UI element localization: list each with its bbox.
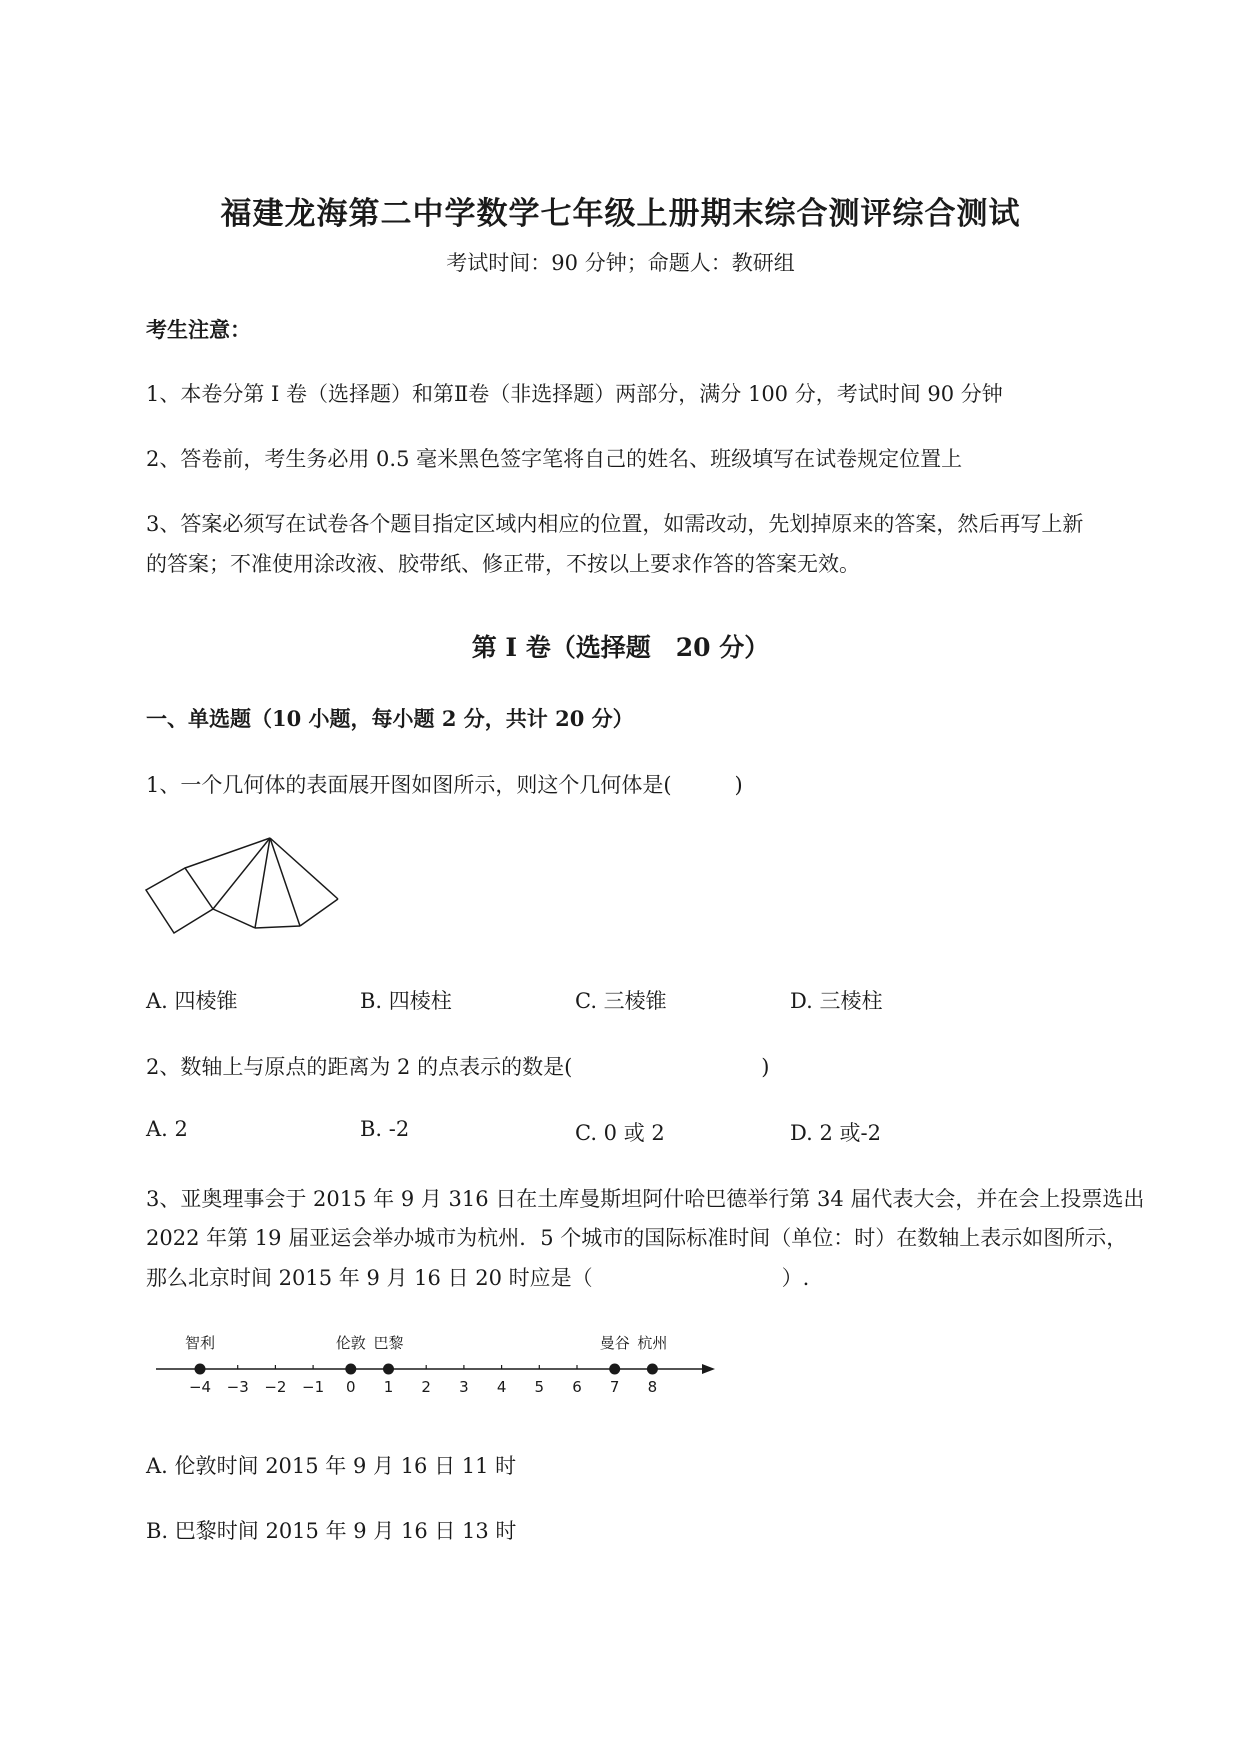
- number-line-tick-label: 2: [421, 1378, 431, 1396]
- number-line: [150, 1330, 720, 1400]
- q2-option-a: A. 2: [146, 1117, 188, 1141]
- number-line-tick-label: −1: [302, 1378, 325, 1396]
- city-point: [609, 1364, 620, 1375]
- number-line-tick-label: −3: [226, 1378, 249, 1396]
- net-diagram: [140, 830, 350, 940]
- net-shape: [146, 838, 338, 933]
- number-line-tick-label: 6: [572, 1378, 582, 1396]
- city-point: [195, 1364, 206, 1375]
- question-2-stem: 2、数轴上与原点的距离为 2 的点表示的数是( ): [146, 1055, 770, 1079]
- q1-option-d: D. 三棱柱: [790, 989, 883, 1013]
- number-line-tick-label: 5: [534, 1378, 545, 1396]
- exam-title: 福建龙海第二中学数学七年级上册期末综合测评综合测试: [220, 196, 1021, 232]
- notice-item: 2、答卷前，考生务必用 0.5 毫米黑色签字笔将自己的姓名、班级填写在试卷规定位置上: [146, 447, 963, 471]
- city-point: [383, 1364, 394, 1375]
- city-label: 曼谷: [599, 1334, 630, 1352]
- city-label: 杭州: [637, 1334, 668, 1352]
- q2-option-d: D. 2 或-2: [790, 1121, 881, 1145]
- number-line-tick-label: −2: [264, 1378, 287, 1396]
- q3-option-b: B. 巴黎时间 2015 年 9 月 16 日 13 时: [146, 1519, 517, 1543]
- number-line-arrow-icon: [702, 1364, 715, 1374]
- question-1-stem: 1、一个几何体的表面展开图如图所示，则这个几何体是( ): [146, 773, 743, 797]
- city-label: 伦敦: [335, 1334, 366, 1352]
- exam-subtitle: 考试时间：90 分钟；命题人：教研组: [446, 251, 795, 275]
- section-title: 第 I 卷（选择题 20 分）: [471, 633, 770, 662]
- q2-option-c: C. 0 或 2: [575, 1121, 665, 1145]
- number-line-tick-label: 7: [609, 1378, 620, 1396]
- number-line-tick-label: 8: [647, 1378, 658, 1396]
- q1-option-a: A. 四棱锥: [146, 989, 238, 1013]
- notice-item: 3、答案必须写在试卷各个题目指定区域内相应的位置，如需改动，先划掉原来的答案，然后再写上新: [146, 512, 1084, 536]
- city-label: 智利: [184, 1334, 216, 1352]
- number-line-tick-label: 0: [346, 1378, 356, 1396]
- question-3-stem-line: 3、亚奥理事会于 2015 年 9 月 316 日在土库曼斯坦阿什哈巴德举行第 34 届代表大会，并在会上投票选出: [146, 1187, 1145, 1211]
- question-3-stem-line: 那么北京时间 2015 年 9 月 16 日 20 时应是（ ）.: [146, 1266, 810, 1290]
- number-line-tick-label: 4: [496, 1378, 507, 1396]
- city-point: [647, 1364, 658, 1375]
- number-line-tick-label: 3: [459, 1378, 469, 1396]
- notice-item: 的答案；不准使用涂改液、胶带纸、修正带，不按以上要求作答的答案无效。: [146, 552, 860, 576]
- city-label: 巴黎: [373, 1334, 404, 1352]
- city-point: [345, 1364, 356, 1375]
- part-heading: 一、单选题（10 小题，每小题 2 分，共计 20 分）: [146, 706, 634, 731]
- q2-option-b: B. -2: [360, 1117, 410, 1141]
- question-3-stem-line: 2022 年第 19 届亚运会举办城市为杭州．5 个城市的国际标准时间（单位：时）在数轴上表示如图所示，: [146, 1226, 1128, 1250]
- number-line-tick-label: 1: [383, 1378, 394, 1396]
- number-line-tick-label: −4: [188, 1378, 212, 1396]
- notice-item: 1、本卷分第 I 卷（选择题）和第Ⅱ卷（非选择题）两部分，满分 100 分，考试时间 90 分钟: [146, 382, 1003, 406]
- q1-option-b: B. 四棱柱: [360, 989, 452, 1013]
- q1-option-c: C. 三棱锥: [575, 989, 667, 1013]
- notice-heading: 考生注意：: [146, 317, 251, 342]
- q3-option-a: A. 伦敦时间 2015 年 9 月 16 日 11 时: [146, 1454, 517, 1478]
